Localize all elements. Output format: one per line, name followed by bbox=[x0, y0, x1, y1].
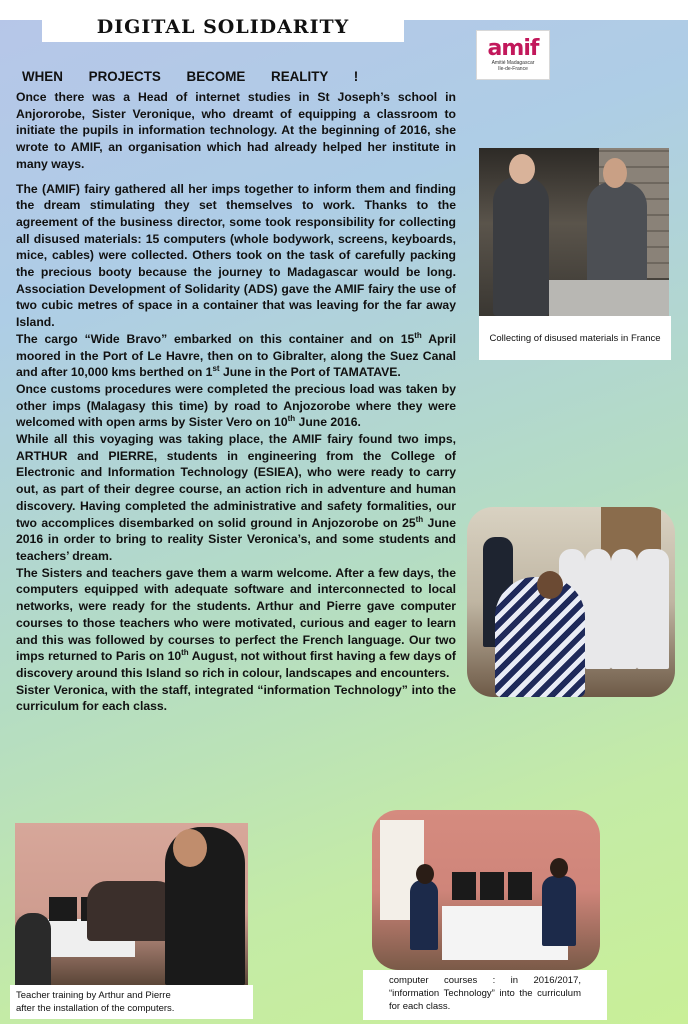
article-body bbox=[16, 89, 456, 715]
paragraph-1: Once there was a Head of internet studies in St Joseph’s school in Anjororobe, Sister Veronique, who dreamt of equipping a classroom to initiate the pupils in information technology. At the beginning of 2016, she wrote to AMIF, an organisation which had already helped her institute in many ways. bbox=[16, 90, 456, 171]
photo-collecting-materials bbox=[479, 148, 669, 316]
page-title: DIGITAL SOLIDARITY bbox=[96, 16, 350, 38]
photo-teacher-training bbox=[15, 823, 248, 985]
logo-word: amif bbox=[487, 36, 539, 61]
paragraph-6: The Sisters and teachers gave them a warm welcome. After a few days, the computers equipped with adequate software and interconnected to local networks, were ready for the students. Arthur and Pierre gave computer courses to those teachers who were motivated, curious and eager to learn and this was followed by courses to perfect the French language. Our two imps returned to Paris on 10th August, not without first having a few days of discovery around this Island so rich in colour, landscapes and encounters. bbox=[16, 565, 456, 680]
photo-computer-courses bbox=[372, 810, 600, 970]
paragraph-7: Sister Veronica, with the staff, integrated “information Technology” into the curriculum for each class. bbox=[16, 682, 456, 714]
title-banner bbox=[42, 12, 404, 42]
caption-photo-1: Collecting of disused materials in France bbox=[479, 316, 671, 360]
paragraph-5: While all this voyaging was taking place, the AMIF fairy found two imps, ARTHUR and PIERRE, students in engineering from the College of Electronic and Information Technology (ESIEA), who were ready to carry out, as part of their degree course, an action rich in adventure and human discovery. Having completed the administrative and safety formalities, our two accomplices disembarked on solid ground in Anjozorobe on 25th June 2016 in order to bring to reality Sister Veronica’s, and some students and teachers’ dream. bbox=[16, 432, 456, 563]
article-heading: WHEN PROJECTS BECOME REALITY ! bbox=[22, 69, 359, 84]
caption-photo-3: Teacher training by Arthur and Pierre after the installation of the computers. bbox=[10, 985, 253, 1019]
paragraph-4: Once customs procedures were completed the precious load was taken by other imps (Malagasy this time) by road to Anjozorobe where they were welcomed with open arms by Sister Vero on 10th June 2016. bbox=[16, 381, 456, 430]
paragraph-2: The (AMIF) fairy gathered all her imps together to inform them and finding the dream stimulating they set themselves to work. Thanks to the agreement of the business director, some took responsibility for collecting all disused materials: 15 computers (whole bodywork, screens, keyboards, mice, cables) were collected. Others took on the task of carefully packing the precious booty because the journey to Madagascar would be long. Association Development of Solidarity (ADS) gave the AMIF fairy the use of two cubic metres of space in a container that was leaving for the far away Island. bbox=[16, 181, 456, 330]
logo-subtitle-1: Amitié Madagascar bbox=[491, 60, 535, 66]
logo-subtitle-2: Ile-de-France bbox=[498, 66, 528, 72]
photo-sisters-students bbox=[467, 507, 675, 697]
amif-logo bbox=[476, 30, 550, 80]
caption-photo-4: computer courses : in 2016/2017, “information Technology” into the curriculum for each class. bbox=[363, 970, 607, 1020]
paragraph-3: The cargo “Wide Bravo” embarked on this container and on 15th April moored in the Port of Le Havre, then on to Gibralter, along the Suez Canal and after 10,000 kms berthed on 1st June in the Port of TAMATAVE. bbox=[16, 330, 456, 380]
